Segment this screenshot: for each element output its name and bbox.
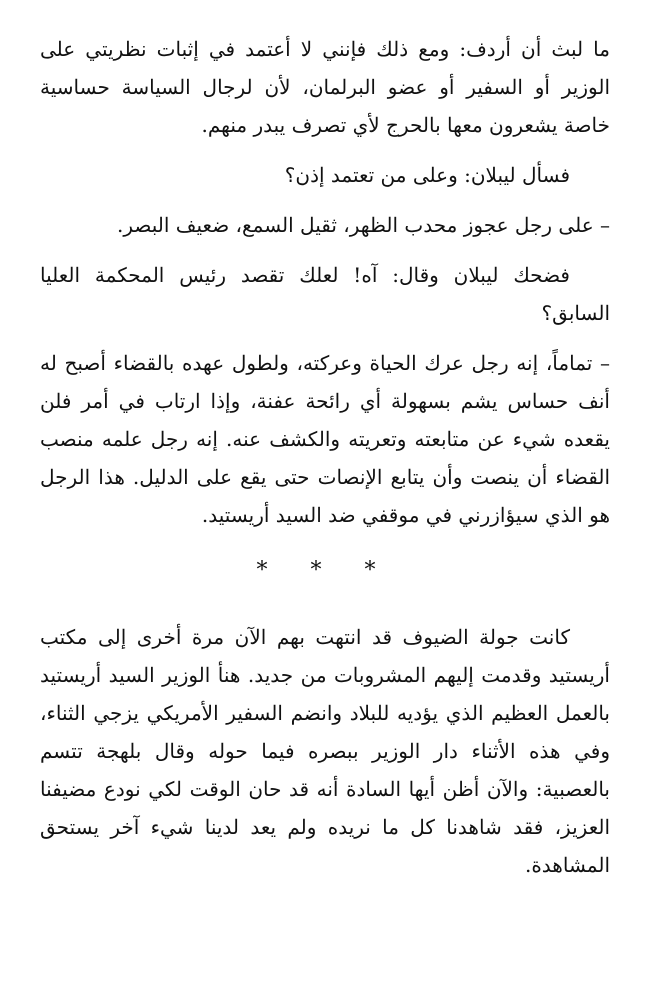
section-separator: * * * xyxy=(256,558,394,583)
paragraph-closing: كانت جولة الضيوف قد انتهت بهم الآن مرة أخرى إلى مكتب أريستيد وقدمت إليهم المشروبات من جديد. هنأ الوزير السيد أريستيد بالعمل العظيم الذي يؤديه للبلاد وانضم السفير الأمريكي يزجي الثناء، وفي هذه الأثناء دار الوزير ببصره فيما حوله وقال بلهجة تتسم بالعصبية: والآن أظن أيها السادة أنه قد حان الوقت لكي نودع مضيفنا العزيز، فقد شاهدنا كل ما نريده ولم يعد لدينا شيء آخر يستحق المشاهدة. xyxy=(40,625,610,877)
page-text xyxy=(40,30,610,896)
paragraph-judge: فضحك ليبلان وقال: آه! لعلك تقصد رئيس المحكمة العليا السابق؟ xyxy=(40,263,610,325)
paragraph-theory: ما لبث أن أردف: ومع ذلك فإنني لا أعتمد في إثبات نظريتي على الوزير أو السفير أو عضو البرلمان، لأن لرجال السياسة حساسية خاصة يشعرون معها بالحرج لأي تصرف يبدر منهم. xyxy=(40,37,610,137)
paragraph-description: – تماماً، إنه رجل عرك الحياة وعركته، ولطول عهده بالقضاء أصبح له أنف حساس يشم بسهولة أي رائحة عفنة، وإذا ارتاب في أمر فلن يقعده شيء عن متابعته وتعريته والكشف عنه. إنه رجل علمه منصب القضاء أن ينصت وأن يتابع الإنصات حتى يقع على الدليل. هذا الرجل هو الذي سيؤازرني في موقفي ضد السيد أريستيد. xyxy=(40,351,610,527)
paragraph-question: فسأل ليبلان: وعلى من تعتمد إذن؟ xyxy=(284,163,570,187)
paragraph-old-man: – على رجل عجوز محدب الظهر، ثقيل السمع، ضعيف البصر. xyxy=(117,213,610,237)
